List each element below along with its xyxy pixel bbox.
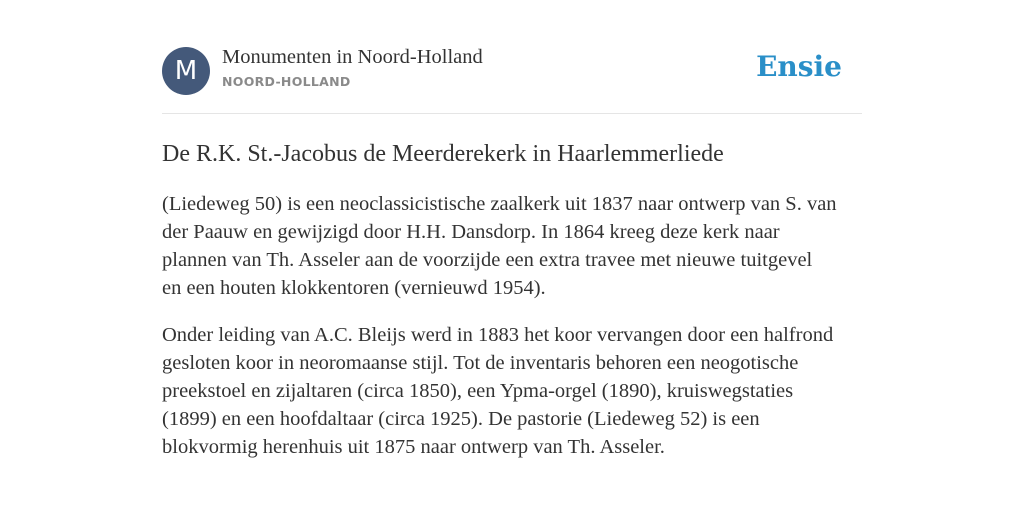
collection-region: NOORD-HOLLAND (222, 74, 351, 89)
article-title: De R.K. St.-Jacobus de Meerderekerk in Haarlemmerliede (162, 141, 724, 167)
paragraph-line: (1899) en een hoofdaltaar (circa 1925). De pastorie (Liedeweg 52) is een (162, 408, 760, 430)
paragraph-line: plannen van Th. Asseler aan de voorzijde een extra travee met nieuwe tuitgevel (162, 249, 813, 271)
ensie-logo[interactable]: Ensie (756, 50, 842, 83)
collection-title-link[interactable]: Monumenten in Noord-Holland (222, 46, 483, 68)
paragraph-line: Onder leiding van A.C. Bleijs werd in 1883 het koor vervangen door een halfrond (162, 324, 834, 346)
card-header (162, 45, 862, 97)
paragraph-line: preekstoel en zijaltaren (circa 1850), een Ypma-orgel (1890), kruiswegstaties (162, 380, 794, 402)
header-divider (162, 113, 862, 114)
article-paragraph (162, 190, 862, 302)
avatar[interactable]: M (162, 47, 210, 95)
paragraph-line: der Paauw en gewijzigd door H.H. Dansdorp. In 1864 kreeg deze kerk naar (162, 221, 780, 243)
paragraph-line: en een houten klokkentoren (vernieuwd 1954). (162, 277, 546, 299)
paragraph-line: blokvormig herenhuis uit 1875 naar ontwerp van Th. Asseler. (162, 436, 665, 458)
entry-card (162, 0, 862, 512)
article-paragraph (162, 321, 862, 461)
paragraph-line: gesloten koor in neoromaanse stijl. Tot de inventaris behoren een neogotische (162, 352, 799, 374)
paragraph-line: (Liedeweg 50) is een neoclassicistische zaalkerk uit 1837 naar ontwerp van S. van (162, 193, 837, 215)
